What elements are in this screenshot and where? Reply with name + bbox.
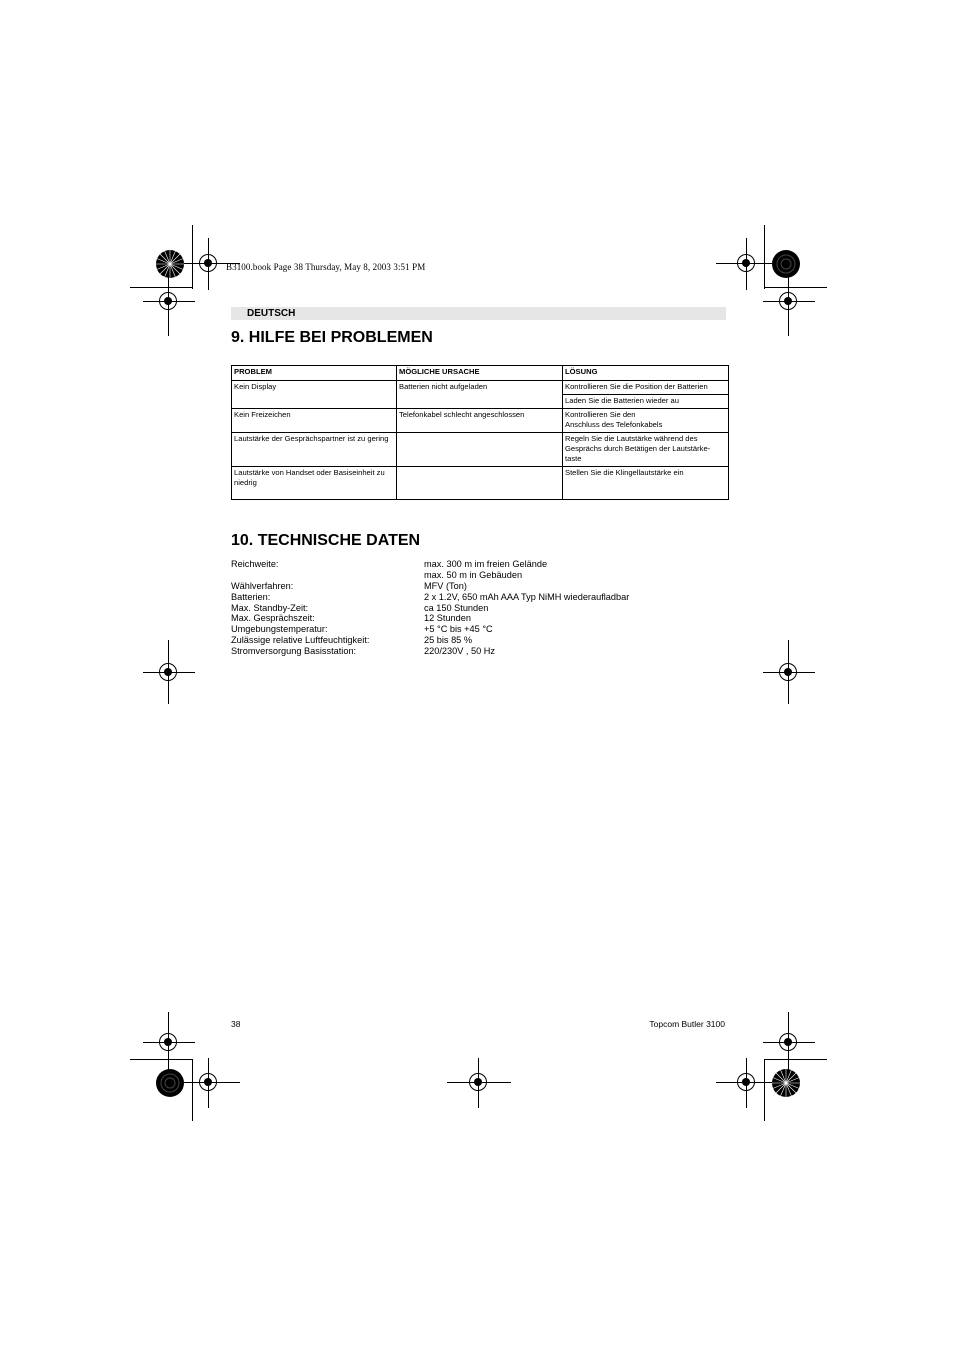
spec-label: Max. Standby-Zeit: xyxy=(231,602,309,613)
cause-cell: Batterien nicht aufgeladen xyxy=(397,381,563,409)
solution-cell: Laden Sie die Batterien wieder au xyxy=(563,395,729,409)
spec-label: Max. Gesprächszeit: xyxy=(231,613,315,624)
language-tab xyxy=(231,307,726,320)
list-item xyxy=(231,635,731,646)
table-row xyxy=(232,409,729,433)
spec-value: 12 Stunden xyxy=(424,613,472,624)
list-item xyxy=(231,624,731,635)
spec-value: max. 300 m im freien Gelände xyxy=(424,559,548,569)
problem-cell: Lautstärke von Handset oder Basiseinheit zu niedrig xyxy=(232,467,397,500)
registration-mark-icon xyxy=(159,1033,177,1051)
spec-value: +5 °C bis +45 °C xyxy=(424,624,493,635)
spec-value: 25 bis 85 % xyxy=(424,635,473,646)
list-item xyxy=(231,592,731,603)
problem-table xyxy=(231,365,729,500)
list-item xyxy=(231,559,731,570)
registration-mark-icon xyxy=(159,292,177,310)
table-row xyxy=(232,381,729,395)
registration-mark-icon xyxy=(469,1073,487,1091)
registration-mark-icon xyxy=(779,292,797,310)
table-header-row xyxy=(232,366,729,381)
column-header: MÖGLICHE URSACHE xyxy=(397,366,563,381)
list-item xyxy=(231,581,731,592)
problem-cell: Kein Display xyxy=(232,381,397,409)
problem-cell: Lautstärke der Gesprächspartner ist zu gering xyxy=(232,433,397,467)
section-10-title: 10. TECHNISCHE DATEN xyxy=(231,532,421,549)
registration-mark-icon xyxy=(199,1073,217,1091)
list-item xyxy=(231,570,731,581)
table-row xyxy=(232,433,729,467)
list-item xyxy=(231,613,731,624)
spec-value: MFV (Ton) xyxy=(424,580,467,591)
problem-cell: Kein Freizeichen xyxy=(232,409,397,433)
list-item xyxy=(231,603,731,614)
spec-value: 2 x 1.2V, 650 mAh AAA Typ NiMH wiederaufladbar xyxy=(424,591,630,602)
solution-cell: Kontrollieren Sie den Anschluss des Telefonkabels xyxy=(563,409,729,433)
footer-product-name: Topcom Butler 3100 xyxy=(649,1019,725,1029)
language-tab-label: DEUTSCH xyxy=(247,308,296,319)
spec-value: ca 150 Stunden xyxy=(424,602,489,613)
registration-mark-icon xyxy=(779,1033,797,1051)
registration-mark-icon xyxy=(199,254,217,272)
list-item xyxy=(231,646,731,657)
table-row xyxy=(232,467,729,500)
spec-list xyxy=(231,559,731,657)
spec-label: Wählverfahren: xyxy=(231,580,294,591)
registration-mark-icon xyxy=(737,1073,755,1091)
spec-label: Umgebungstemperatur: xyxy=(231,624,328,635)
cause-cell xyxy=(397,467,563,500)
spec-label: Batterien: xyxy=(231,591,271,602)
solution-cell: Regeln Sie die Lautstärke während des Gesprächs durch Betätigen der Lautstärke- taste xyxy=(563,433,729,467)
starburst-mark-icon xyxy=(155,1068,185,1098)
spec-value: 220/230V , 50 Hz xyxy=(424,646,495,657)
registration-mark-icon xyxy=(737,254,755,272)
cause-cell xyxy=(397,433,563,467)
page-number: 38 xyxy=(231,1019,241,1029)
column-header: LÖSUNG xyxy=(563,366,729,381)
cause-cell: Telefonkabel schlecht angeschlossen xyxy=(397,409,563,433)
spec-label: Stromversorgung Basisstation: xyxy=(231,646,357,657)
registration-mark-icon xyxy=(159,663,177,681)
spec-label: Zulässige relative Luftfeuchtigkeit: xyxy=(231,635,370,646)
starburst-mark-icon xyxy=(771,1068,801,1098)
spec-label: Reichweite: xyxy=(231,559,279,569)
registration-mark-icon xyxy=(779,663,797,681)
starburst-mark-icon xyxy=(155,249,185,279)
print-header: B3100.book Page 38 Thursday, May 8, 2003 3:51 PM xyxy=(226,262,426,272)
solution-cell: Stellen Sie die Klingellautstärke ein xyxy=(563,467,729,500)
starburst-mark-icon xyxy=(771,249,801,279)
solution-cell: Kontrollieren Sie die Position der Batterien xyxy=(563,381,729,395)
column-header: PROBLEM xyxy=(232,366,397,381)
section-9-title: 9. HILFE BEI PROBLEMEN xyxy=(231,329,433,346)
spec-value: max. 50 m in Gebäuden xyxy=(424,569,523,580)
